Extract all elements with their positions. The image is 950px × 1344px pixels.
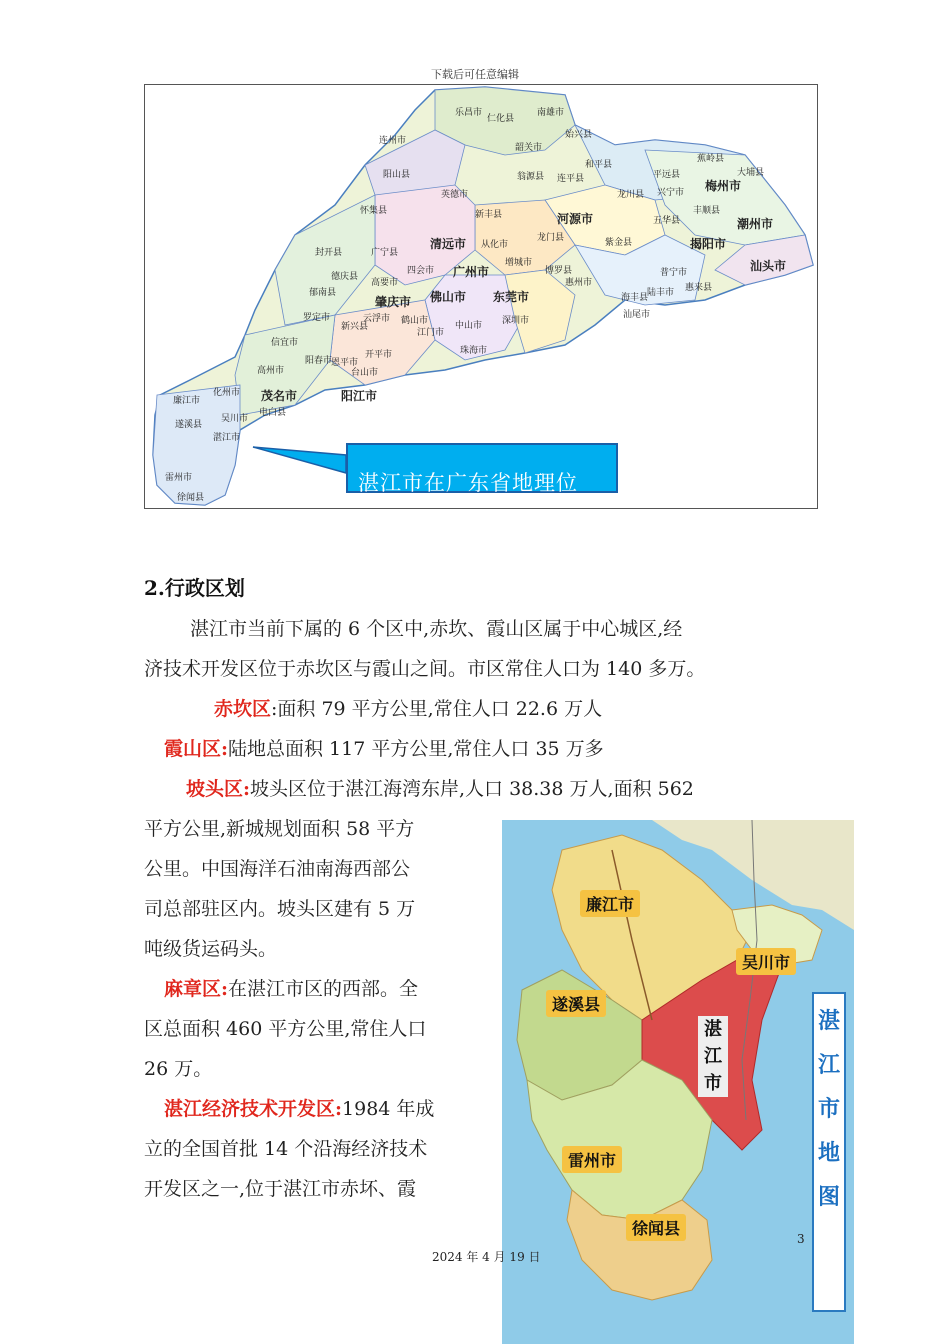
map-label-yingde: 英德市 [441,190,469,200]
map-label-nanxiong: 南雄市 [537,108,565,118]
guangdong-map [144,84,818,509]
map-label-yunfu: 云浮市 [363,314,391,324]
map-label-maoming: 茂名市 [261,389,298,403]
map-label-dabu: 大埔县 [737,168,765,178]
map-label-wuchuan: 吴川市 [221,414,249,424]
map-label-shaoguan: 韶关市 [515,143,543,153]
map-label-zhaoqing: 肇庆市 [375,295,412,309]
header-note: 下载后可任意编辑 [431,68,519,81]
potou-line-1: 平方公里,新城规划面积 58 平方 [144,818,415,840]
map-label-huizhou: 惠州市 [565,278,593,288]
map-label-shixing: 始兴县 [565,130,593,140]
map-label-foshan: 佛山市 [430,290,467,304]
map-label-shenzhen: 深圳市 [502,316,530,326]
map-label-heping: 和平县 [585,160,613,170]
map-label-zijin: 紫金县 [605,238,633,248]
map-label-shantou: 汕头市 [750,259,787,273]
footer-date: 2024 年 4 月 19 日 [432,1250,541,1264]
map-label-lianjiang: 廉江市 [173,396,201,406]
map-label-conghua: 从化市 [481,240,509,250]
map-label-zhuhai: 珠海市 [460,346,488,356]
district-name-mazhang: 麻章区: [164,978,229,1000]
map-label-xingning: 兴宁市 [657,188,685,198]
section-title: 2.行政区划 [144,576,245,600]
map-label-yangjiang: 阳江市 [341,389,378,403]
map-label-enping: 恩平市 [331,358,359,368]
map-label-dianbai: 电白县 [259,408,287,418]
map-label-deqing: 德庆县 [331,272,359,282]
map-label-fengkai: 封开县 [315,248,343,258]
zhanjiang-map [502,820,854,1344]
map-label-lianping: 连平县 [557,174,585,184]
map-label-luoding: 罗定市 [303,313,331,323]
intro-line-2: 济技术开发区位于赤坎区与霞山之间。市区常住人口为 140 多万。 [144,658,706,680]
map-label-lechang: 乐昌市 [455,108,483,118]
map-label-sihui: 四会市 [407,266,435,276]
district-potou [186,769,694,809]
map-label-longmen: 龙门县 [537,233,565,243]
map-label-pingyuan: 平远县 [653,170,681,180]
map-label-heshan: 鹤山市 [401,316,429,326]
map-label-fengshun: 丰顺县 [693,206,721,216]
map-label-huaiji: 怀集县 [360,206,388,216]
map-label-zhanjiang: 湛江市 [213,433,241,443]
zhanjiang-map-drawing [502,820,854,1344]
map-label-yangshan: 阳山县 [383,170,411,180]
map-label-zhongshan: 中山市 [455,321,483,331]
map-label-lianzhou: 连州市 [379,136,407,146]
mazhang-line-1: 区总面积 460 平方公里,常住人口 [144,1018,427,1040]
map-label-gaoyao: 高要市 [371,278,399,288]
map-label-dongguan: 东莞市 [493,290,530,304]
intro-line-1: 湛江市当前下属的 6 个区中,赤坎、霞山区属于中心城区,经 [190,618,683,640]
map-label-meizhou: 梅州市 [705,179,742,193]
map-label-chaozhou: 潮州市 [737,217,774,231]
map-label-wengyuan: 翁源县 [517,172,545,182]
map-label-xinfeng: 新丰县 [475,210,503,220]
map-label-yangchun: 阳春市 [305,356,333,366]
district-text-kaifaqu: 1984 年成 [342,1098,435,1120]
district-name-chikan: 赤坎区 [214,698,272,720]
map-label-suixi: 遂溪县 [175,420,203,430]
district-name-xiashan: 霞山区: [164,738,229,760]
map-label-qingyuan: 清远市 [430,237,467,251]
map-label-jieyang: 揭阳市 [690,237,727,251]
map-tag-suixi: 遂溪县 [546,990,606,1017]
district-text-potou: 坡头区位于湛江海湾东岸,人口 38.38 万人,面积 562 [250,778,694,800]
map-label-heyuan: 河源市 [557,212,594,226]
map-tag-lianjiang: 廉江市 [580,890,640,917]
map-label-wuhua: 五华县 [653,216,681,226]
mazhang-line-2: 26 万。 [144,1058,213,1080]
map-label-yunan: 郁南县 [309,288,337,298]
map-label-haifeng: 海丰县 [621,293,649,303]
map-label-jiaoling: 蕉岭县 [697,154,725,164]
map-label-guangzhou: 广州市 [453,265,490,279]
potou-line-4: 吨级货运码头。 [144,938,278,960]
district-text-mazhang: 在湛江市区的西部。全 [228,978,419,1000]
map-label-guangning: 广宁县 [371,248,399,258]
map-label-kaiping: 开平市 [365,350,393,360]
map-label-xinxing: 新兴县 [341,322,369,332]
district-text-chikan: :面积 79 平方公里,常住人口 22.6 万人 [271,698,603,720]
map-label-lufeng: 陆丰市 [647,288,675,298]
district-xiashan [164,729,604,769]
map-tag-wuchuan: 吴川市 [736,948,796,975]
map-tag-leizhou: 雷州市 [562,1146,622,1173]
kaifaqu-line-1: 立的全国首批 14 个沿海经济技术 [144,1138,428,1160]
kaifaqu-line-2: 开发区之一,位于湛江市赤坏、霞 [144,1178,417,1200]
map-label-longchuan: 龙川县 [617,190,645,200]
map-tag-xuwen: 徐闻县 [626,1214,686,1241]
district-mazhang [164,969,418,1009]
district-chikan [214,689,602,729]
map-label-huazhou: 化州市 [213,388,241,398]
map-label-jiangmen: 江门市 [417,328,445,338]
district-kaifaqu [164,1089,434,1129]
map-label-shanwei: 汕尾市 [623,310,651,320]
potou-line-3: 司总部驻区内。坡头区建有 5 万 [144,898,416,920]
potou-line-2: 公里。中国海洋石油南海西部公 [144,858,411,880]
map-label-xinyi: 信宜市 [271,338,299,348]
map-label-leizhou: 雷州市 [165,473,193,483]
zhanjiang-map-title: 湛江市地图 [812,992,846,1312]
map-label-boluo: 博罗县 [545,266,573,276]
map-label-puning: 普宁市 [660,268,688,278]
map-label-taishan: 台山市 [351,368,379,378]
map-label-zengcheng: 增城市 [505,258,533,268]
map-label-renhua: 仁化县 [487,114,515,124]
district-text-xiashan: 陆地总面积 117 平方公里,常住人口 35 万多 [228,738,604,760]
map-tag-zhanjiang: 湛江市 [698,1016,728,1097]
map-callout-text: 湛江市在广东省地理位 [358,471,578,495]
map-label-xuwen: 徐闻县 [177,493,205,503]
district-name-kaifaqu: 湛江经济技术开发区: [164,1098,343,1120]
map-label-gaozhou: 高州市 [257,366,285,376]
map-label-huilai: 惠来县 [685,283,713,293]
page-number: 3 [797,1232,805,1246]
map-callout [346,443,618,493]
district-name-potou: 坡头区: [186,778,251,800]
